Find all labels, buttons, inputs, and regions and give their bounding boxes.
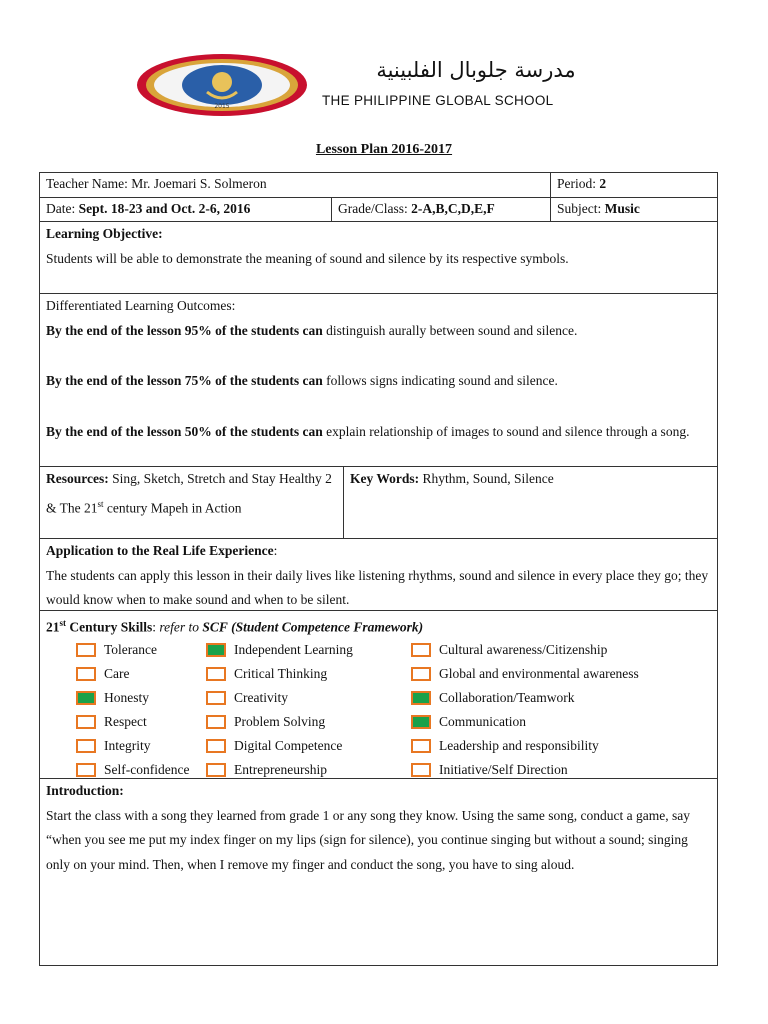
- checkbox-icon[interactable]: [76, 739, 96, 753]
- date-label: Date:: [46, 201, 79, 216]
- skill-item: [206, 710, 411, 734]
- keywords-cell: [343, 467, 717, 538]
- skill-label: Critical Thinking: [234, 665, 328, 681]
- skill-label: Global and environmental awareness: [439, 665, 639, 681]
- skill-item: [76, 734, 206, 758]
- subject-label: Subject:: [557, 201, 605, 216]
- skill-item: [76, 686, 206, 710]
- checkbox-icon[interactable]: [411, 763, 431, 777]
- skill-label: Initiative/Self Direction: [439, 761, 568, 777]
- checkbox-icon[interactable]: [206, 763, 226, 777]
- application-heading: Application to the Real Life Experience: [46, 543, 274, 558]
- checked-box-icon[interactable]: [76, 691, 96, 705]
- skills-refer: refer to: [159, 619, 203, 635]
- outcome-95-lead: By the end of the lesson 95% of the students can: [46, 322, 323, 338]
- checkbox-icon[interactable]: [206, 667, 226, 681]
- resources-text-a: Sing, Sketch, Stretch and Stay Healthy 2 & The 21: [46, 471, 332, 515]
- skill-label: Communication: [439, 713, 526, 729]
- skills-row: [40, 610, 717, 778]
- skill-label: Honesty: [104, 689, 149, 705]
- skill-label: Self-confidence: [104, 761, 190, 777]
- teacher-row: [40, 173, 717, 197]
- skill-label: Tolerance: [104, 641, 158, 657]
- outcome-95-text: distinguish aurally between sound and silence.: [322, 322, 578, 338]
- skill-item: [411, 638, 711, 662]
- skill-item: [206, 638, 411, 662]
- skill-item: [76, 710, 206, 734]
- skill-label: Problem Solving: [234, 713, 326, 729]
- grade-cell: [331, 198, 550, 221]
- skill-label: Creativity: [234, 689, 288, 705]
- objective-heading: Learning Objective:: [46, 226, 163, 241]
- skill-item: [76, 758, 206, 782]
- period-label: Period:: [557, 176, 600, 191]
- skill-item: [206, 734, 411, 758]
- grade-value: 2-A,B,C,D,E,F: [411, 201, 495, 216]
- teacher-label: Teacher Name:: [46, 176, 132, 191]
- outcome-50-text: explain relationship of images to sound and silence through a song.: [322, 423, 690, 439]
- skill-item: [76, 638, 206, 662]
- school-name-english: THE PHILIPPINE GLOBAL SCHOOL: [322, 93, 554, 108]
- application-colon: :: [273, 543, 278, 558]
- skill-item: [206, 662, 411, 686]
- skills-heading-num: 21: [46, 619, 60, 635]
- skill-label: Cultural awareness/Citizenship: [439, 641, 608, 657]
- outcome-95: [46, 319, 711, 344]
- skill-label: Respect: [104, 713, 147, 729]
- skills-heading-colon: :: [152, 619, 160, 635]
- introduction-heading: Introduction:: [46, 783, 124, 798]
- objective-cell: [40, 222, 717, 293]
- introduction-cell: [40, 779, 717, 965]
- application-row: [40, 538, 717, 610]
- teacher-name: Mr. Joemari S. Solmeron: [131, 176, 267, 191]
- subject-cell: [550, 198, 717, 221]
- checkbox-icon[interactable]: [76, 643, 96, 657]
- checkbox-icon[interactable]: [411, 739, 431, 753]
- grade-label: Grade/Class:: [338, 201, 412, 216]
- objective-row: [40, 221, 717, 293]
- checkbox-icon[interactable]: [76, 763, 96, 777]
- skill-label: Independent Learning: [234, 641, 353, 657]
- date-value: Sept. 18-23 and Oct. 2-6, 2016: [78, 201, 251, 216]
- skill-item: [411, 758, 711, 782]
- introduction-row: [40, 778, 717, 965]
- skill-item: [411, 662, 711, 686]
- school-logo: [135, 52, 309, 118]
- skill-item: [411, 710, 711, 734]
- school-name-arabic: مدرسة جلوبال الفلبينية: [376, 58, 576, 82]
- outcome-75-text: follows signs indicating sound and silence.: [322, 373, 558, 388]
- skill-item: [76, 662, 206, 686]
- application-cell: [40, 539, 717, 610]
- letterhead: [0, 0, 768, 130]
- introduction-text: Start the class with a song they learned from grade 1 or any song they know. Using the same song, conduct a game, say “when you see me put my index finger on my lips (sign for silence), you continue singing but without a sound; singing only on your mind. Then, when I remove my finger and conduct the song, you have to sing aloud.: [46, 807, 690, 872]
- objective-text: Students will be able to demonstrate the meaning of sound and silence by its respective symbols.: [46, 250, 569, 266]
- outcome-50: [46, 420, 711, 445]
- checkbox-icon[interactable]: [411, 643, 431, 657]
- skill-label: Leadership and responsibility: [439, 737, 599, 753]
- skills-checklist: [46, 638, 711, 782]
- skill-item: [206, 758, 411, 782]
- outcome-75: [46, 369, 711, 394]
- teacher-cell: [40, 173, 550, 197]
- application-text: The students can apply this lesson in their daily lives like listening rhythms, sound and silence in every place they go; they would know when to make sound and when to be silent.: [46, 567, 709, 607]
- period-cell: [550, 173, 717, 197]
- skills-framework: SCF (Student Competence Framework): [202, 619, 424, 635]
- skills-cell: [40, 611, 717, 778]
- skill-label: Digital Competence: [234, 737, 343, 753]
- outcomes-cell: [40, 294, 717, 466]
- checkbox-icon[interactable]: [76, 715, 96, 729]
- checkbox-icon[interactable]: [206, 739, 226, 753]
- skills-heading-text: Century Skills: [66, 619, 153, 635]
- logo-year: 2015: [214, 103, 230, 110]
- outcome-75-lead: By the end of the lesson 75% of the students can: [46, 373, 323, 388]
- date-row: [40, 197, 717, 221]
- skill-label: Entrepreneurship: [234, 761, 327, 777]
- keywords-text: Rhythm, Sound, Silence: [419, 471, 554, 486]
- skills-heading-sup: st: [59, 618, 66, 628]
- outcomes-row: [40, 293, 717, 466]
- skill-label: Collaboration/Teamwork: [439, 689, 575, 705]
- skill-item: [206, 686, 411, 710]
- page-title: Lesson Plan 2016-2017: [315, 142, 453, 157]
- checkbox-icon[interactable]: [76, 667, 96, 681]
- resources-cell: [40, 467, 343, 538]
- checkbox-icon[interactable]: [206, 715, 226, 729]
- resources-row: [40, 466, 717, 538]
- outcomes-heading: Differentiated Learning Outcomes:: [46, 298, 236, 313]
- skill-item: [411, 686, 711, 710]
- checkbox-icon[interactable]: [206, 691, 226, 705]
- date-cell: [40, 198, 331, 221]
- checked-box-icon[interactable]: [206, 643, 226, 657]
- resources-sup: st: [97, 498, 104, 509]
- subject-value: Music: [604, 201, 640, 216]
- skill-label: Integrity: [104, 737, 151, 753]
- lesson-plan-table: [39, 172, 718, 966]
- skill-item: [411, 734, 711, 758]
- period-value: 2: [599, 176, 607, 191]
- skills-heading: [46, 613, 711, 638]
- keywords-label: Key Words:: [350, 471, 420, 486]
- checked-box-icon[interactable]: [411, 691, 431, 705]
- resources-text-b: century Mapeh in Action: [103, 500, 242, 515]
- outcome-50-lead: By the end of the lesson 50% of the students can: [46, 423, 323, 439]
- checked-box-icon[interactable]: [411, 715, 431, 729]
- skill-label: Care: [104, 665, 130, 681]
- checkbox-icon[interactable]: [411, 667, 431, 681]
- resources-label: Resources:: [46, 471, 109, 486]
